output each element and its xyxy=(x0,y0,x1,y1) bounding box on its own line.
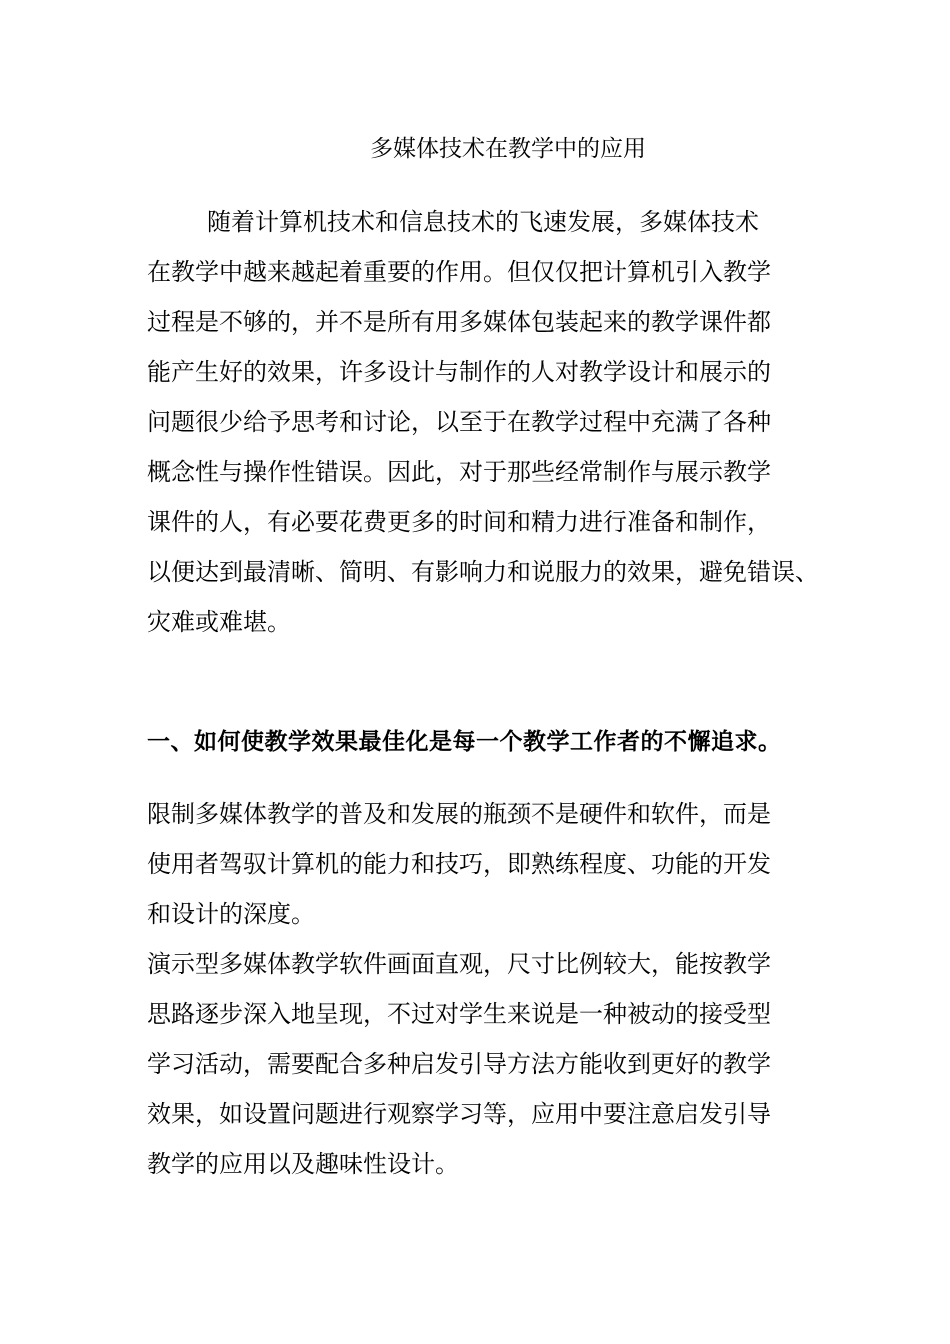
intro-line: 过程是不够的，并不是所有用多媒体包装起来的教学课件都 xyxy=(147,308,771,336)
intro-line: 灾难或难堪。 xyxy=(147,608,291,636)
intro-line: 问题很少给予思考和讨论，以至于在教学过程中充满了各种 xyxy=(147,408,771,436)
intro-line: 以便达到最清晰、简明、有影响力和说服力的效果，避免错误、 xyxy=(147,558,819,586)
intro-line: 随着计算机技术和信息技术的飞速发展，多媒体技术 xyxy=(207,208,759,236)
paragraph-line: 教学的应用以及趣味性设计。 xyxy=(147,1150,459,1178)
section-heading: 一、如何使教学效果最佳化是每一个教学工作者的不懈追求。 xyxy=(147,729,782,755)
paragraph-line: 演示型多媒体教学软件画面直观，尺寸比例较大，能按教学 xyxy=(147,950,771,978)
document-title: 多媒体技术在教学中的应用 xyxy=(370,136,646,162)
paragraph-line: 效果，如设置问题进行观察学习等，应用中要注意启发引导 xyxy=(147,1100,771,1128)
intro-line: 课件的人，有必要花费更多的时间和精力进行准备和制作， xyxy=(147,508,771,536)
intro-line: 能产生好的效果，许多设计与制作的人对教学设计和展示的 xyxy=(147,358,771,386)
paragraph-line: 限制多媒体教学的普及和发展的瓶颈不是硬件和软件，而是 xyxy=(147,800,771,828)
intro-line: 在教学中越来越起着重要的作用。但仅仅把计算机引入教学 xyxy=(147,258,771,286)
paragraph-line: 使用者驾驭计算机的能力和技巧，即熟练程度、功能的开发 xyxy=(147,850,771,878)
paragraph-line: 学习活动，需要配合多种启发引导方法方能收到更好的教学 xyxy=(147,1050,771,1078)
intro-line: 概念性与操作性错误。因此，对于那些经常制作与展示教学 xyxy=(147,458,771,486)
paragraph-line: 和设计的深度。 xyxy=(147,900,315,928)
paragraph-line: 思路逐步深入地呈现，不过对学生来说是一种被动的接受型 xyxy=(147,1000,771,1028)
